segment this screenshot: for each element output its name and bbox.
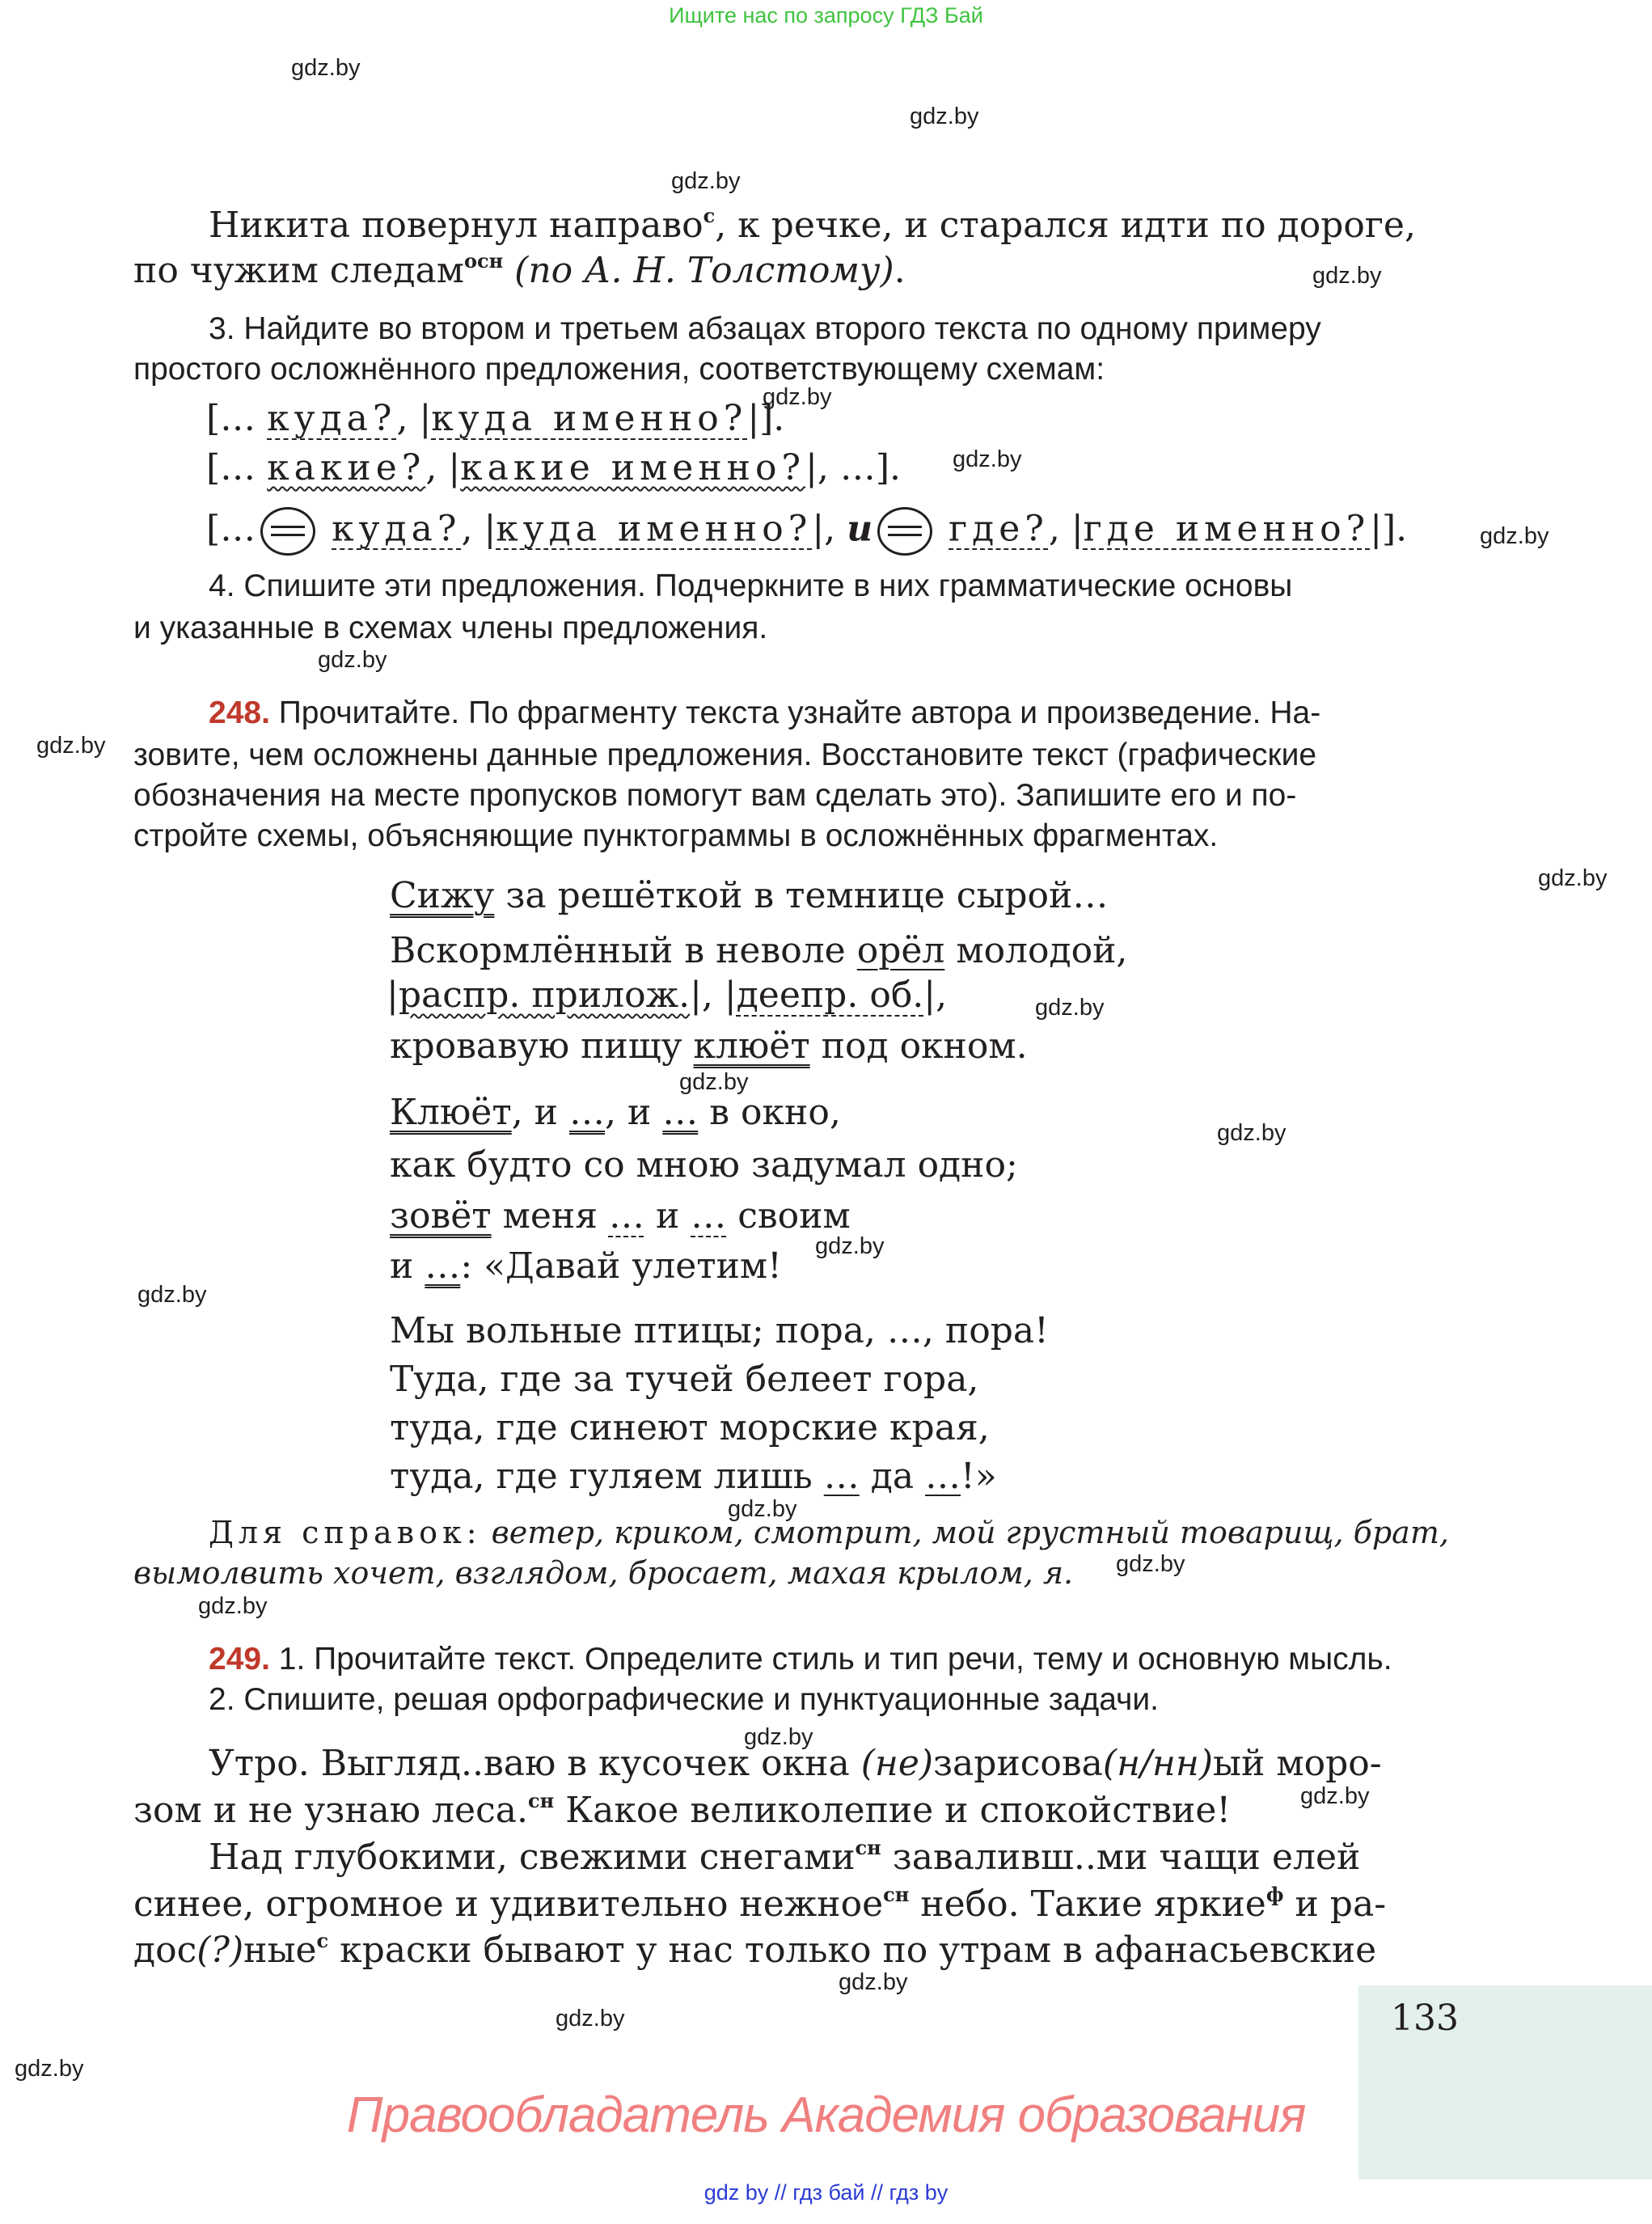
exercise-248-line: стройте схемы, объясняющие пунктограммы в осложнённых фрагментах. [133, 818, 1219, 853]
watermark: gdz.by [556, 2006, 625, 2032]
watermark: gdz.by [1538, 865, 1608, 891]
watermark: gdz.by [36, 733, 106, 759]
exercise-number: 249. [209, 1642, 270, 1676]
subject-circle-icon [260, 507, 315, 556]
watermark: gdz.by [763, 384, 832, 410]
text-249-line: Над глубокими, свежими снегами$^{сн}$ заваливш..ми чащи елей [209, 1836, 1361, 1878]
watermark: gdz.by [728, 1496, 797, 1522]
watermark: gdz.by [679, 1069, 749, 1095]
poem-line: туда, где гуляем лишь … да …!» [390, 1456, 997, 1497]
watermark: gdz.by [1217, 1120, 1287, 1146]
watermark: gdz.by [318, 647, 387, 673]
watermark: gdz.by [839, 1969, 908, 1995]
reference-line: вымолвить хочет, взглядом, бросает, махая крылом, я. [133, 1555, 1074, 1591]
reference-line: Для справок: ветер, криком, смотрит, мой грустный товарищ, брат, [209, 1515, 1449, 1550]
watermark: gdz.by [1035, 995, 1105, 1021]
watermark: gdz.by [1300, 1783, 1370, 1809]
watermark: gdz.by [1116, 1551, 1185, 1577]
exercise-248-line: 248. Прочитайте. По фрагменту текста узнайте автора и произведение. На- [209, 696, 1321, 730]
watermark: gdz.by [1480, 523, 1549, 549]
poem-line: туда, где синеют морские края, [390, 1407, 990, 1448]
watermark: gdz.by [953, 446, 1022, 472]
task-4-line: 4. Спишите эти предложения. Подчеркните в них грамматические основы [209, 569, 1293, 603]
watermark: gdz.by [910, 104, 979, 129]
task-3-line: простого осложнённого предложения, соответствующему схемам: [133, 352, 1105, 387]
watermark: gdz.by [198, 1593, 268, 1619]
poem-line: Туда, где за тучей белеет гора, [390, 1359, 979, 1400]
top-banner: Ищите нас по запросу ГДЗ Бай [669, 3, 983, 27]
poem-line: Клюёт, и …, и … в окно, [390, 1092, 841, 1133]
text-249-line: Утро. Выгляд..ваю в кусочек окна (не)зарисова(н/нн)ый моро- [209, 1743, 1382, 1784]
watermark: gdz.by [15, 2056, 84, 2082]
watermark: gdz.by [744, 1724, 813, 1750]
exercise-249-line: 249. 1. Прочитайте текст. Определите стиль и тип речи, тему и основную мысль. [209, 1642, 1392, 1676]
poem-line: как будто со мною задумал одно; [390, 1144, 1018, 1186]
watermark: gdz.by [815, 1233, 885, 1259]
text-249-line: дос(?)ные$^с$ краски бывают у нас только по утрам в афанасьевские [133, 1929, 1377, 1971]
poem-line: Мы вольные птицы; пора, …, пора! [390, 1310, 1049, 1351]
poem-line: и …: «Давай улетим! [390, 1245, 782, 1287]
poem-line: |распр. прилож.|, |деепр. об.|, [387, 975, 948, 1016]
bottom-banner: gdz by // гдз бай // гдз by [703, 2180, 949, 2205]
copyright-owner: Правообладатель Академия образования [346, 2087, 1306, 2143]
text-249-line: зом и не узнаю леса.$^{сн}$ Какое великолепие и спокойствие! [133, 1789, 1232, 1831]
subject-circle-icon [877, 507, 932, 556]
exercise-248-line: обозначения на месте пропусков помогут вам сделать это). Запишите его и по- [133, 778, 1297, 813]
exercise-249-line: 2. Спишите, решая орфографические и пунктуационные задачи. [209, 1682, 1159, 1717]
exercise-248-line: зовите, чем осложнены данные предложения. Восстановите текст (графические [133, 738, 1317, 772]
scheme-2: [… какие?, |какие именно?|, …]. [206, 447, 902, 488]
task-3-line: 3. Найдите во втором и третьем абзацах второго текста по одному примеру [209, 311, 1321, 346]
text-line: Никита повернул направо$^с$, к речке, и старался идти по дороге, [209, 204, 1416, 246]
watermark: gdz.by [671, 168, 741, 194]
watermark: gdz.by [137, 1282, 207, 1308]
poem-line: кровавую пищу клюёт под окном. [390, 1025, 1028, 1067]
poem-line: зовёт меня … и … своим [390, 1195, 851, 1237]
poem-line: Сижу за решёткой в темнице сырой… [390, 875, 1109, 916]
watermark: gdz.by [1312, 263, 1382, 289]
page-number: 133 [1391, 1998, 1459, 2039]
task-4-line: и указанные в схемах члены предложения. [133, 611, 768, 645]
watermark: gdz.by [291, 55, 361, 81]
scheme-1: [… куда?, |куда именно?|]. [206, 398, 785, 439]
scheme-3: [… куда?, |куда именно?|, и где?, |где именно?|]. [206, 507, 1407, 556]
exercise-number: 248. [209, 696, 270, 730]
text-249-line: синее, огромное и удивительно нежное$^{сн}$ небо. Такие яркие$^ф$ и ра- [133, 1883, 1387, 1925]
text-line: по чужим следам$^{осн}$ (по А. Н. Толстому). [133, 249, 906, 291]
poem-line: Вскормлённый в неволе орёл молодой, [390, 930, 1128, 971]
